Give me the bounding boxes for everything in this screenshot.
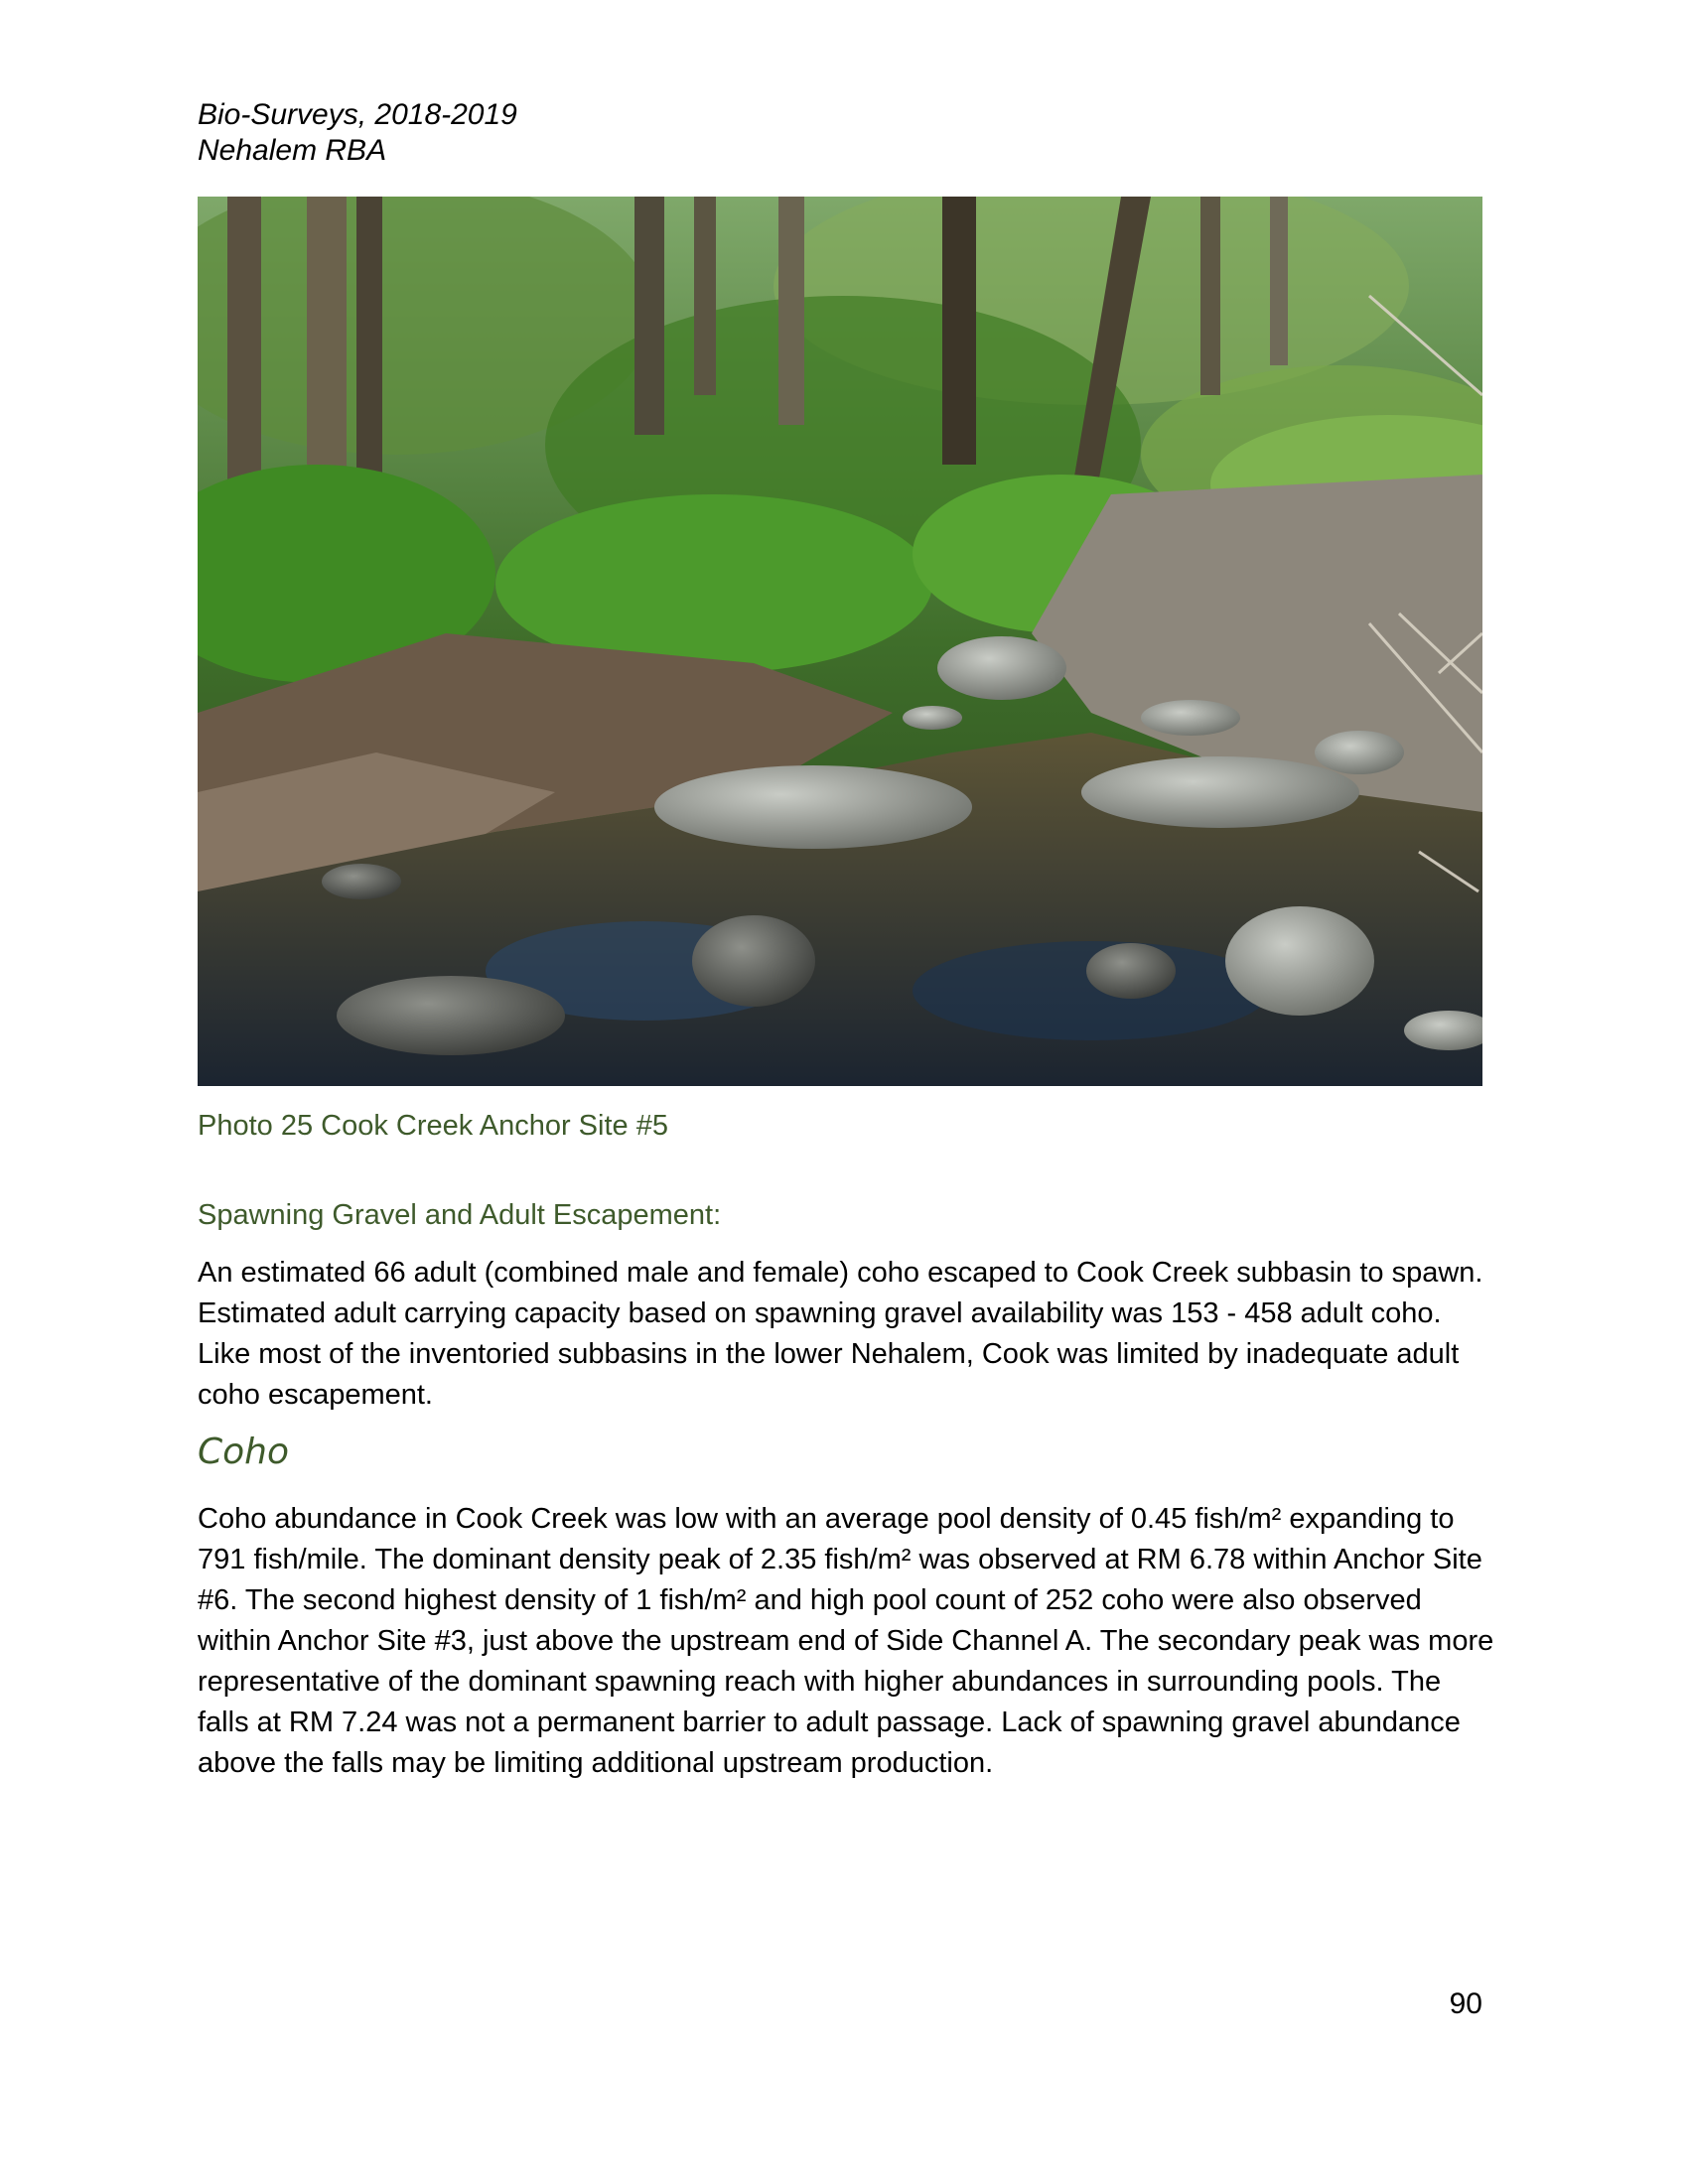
page-number: 90	[1449, 1987, 1482, 2020]
coho-heading: Coho	[198, 1432, 290, 1472]
creek-photo	[198, 197, 1482, 1086]
running-header	[198, 97, 517, 169]
photo-caption: Photo 25 Cook Creek Anchor Site #5	[198, 1110, 668, 1142]
section-subheading: Spawning Gravel and Adult Escapement:	[198, 1199, 722, 1231]
header-line-2: Nehalem RBA	[198, 134, 387, 167]
escapement-paragraph: An estimated 66 adult (combined male and female) coho escaped to Cook Creek subbasin to spawn. Estimated adult carrying capacity based on spawning gravel availability was 153 - 458 adult coho. Like most of the inventoried subbasins in the lower Nehalem, Cook was limited by inadequate adult coho escapement.	[198, 1257, 1483, 1411]
coho-paragraph: Coho abundance in Cook Creek was low with an average pool density of 0.45 fish/m² expanding to 791 fish/mile. The dominant density peak of 2.35 fish/m² was observed at RM 6.78 within Anchor Site #6. The second highest density of 1 fish/m² and high pool count of 252 coho were also observed within Anchor Site #3, just above the upstream end of Side Channel A. The secondary peak was more representative of the dominant spawning reach with higher abundances in surrounding pools. The falls at RM 7.24 was not a permanent barrier to adult passage. Lack of spawning gravel abundance above the falls may be limiting additional upstream production.	[198, 1503, 1494, 1779]
header-line-1: Bio-Surveys, 2018-2019	[198, 98, 517, 131]
